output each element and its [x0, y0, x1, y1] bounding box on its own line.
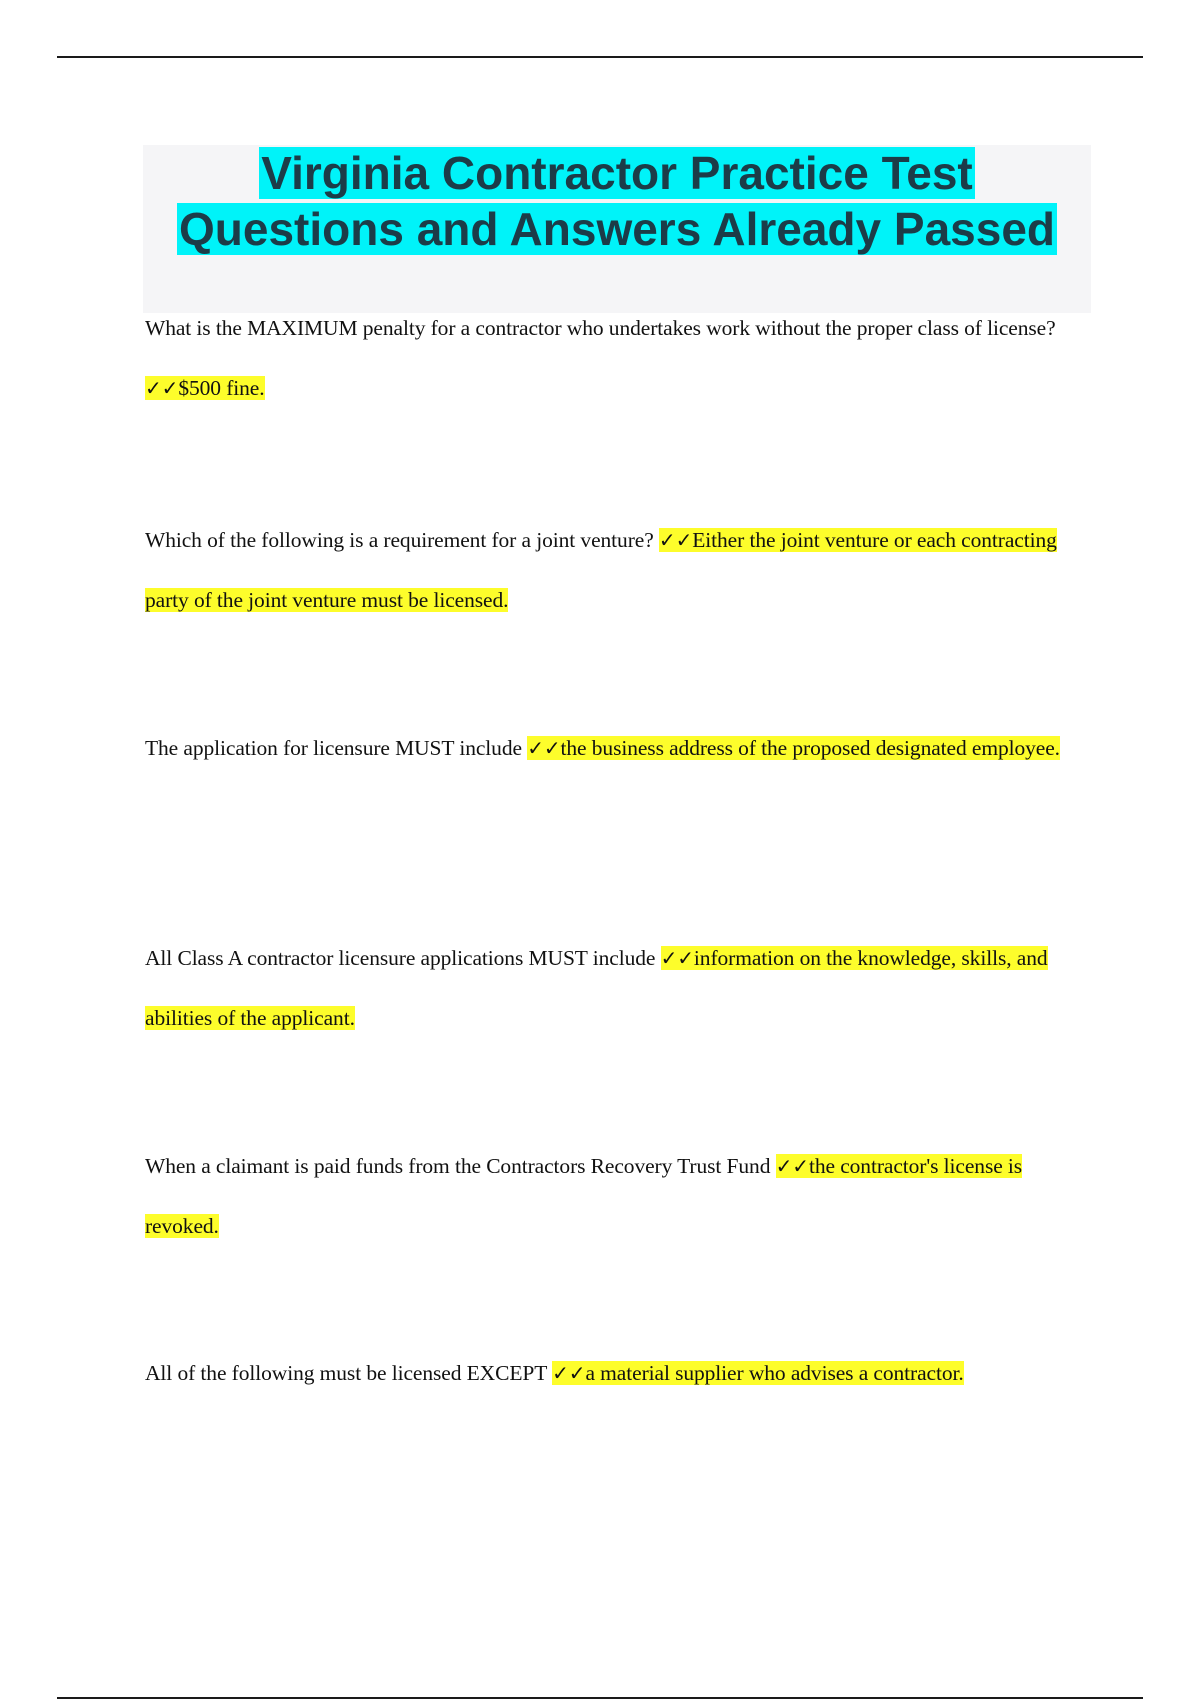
answer-text: a material supplier who advises a contractor.	[585, 1361, 964, 1385]
header-rule	[57, 56, 1143, 58]
question-text: All Class A contractor licensure applications MUST include	[145, 946, 661, 970]
check-icon: ✓✓	[660, 946, 694, 970]
document-title-line-2: Questions and Answers Already Passed	[178, 203, 1056, 255]
title-block	[143, 145, 1091, 313]
question-text: Which of the following is a requirement for a joint venture?	[145, 528, 659, 552]
qa-item	[145, 510, 1090, 630]
check-icon: ✓✓	[775, 1154, 809, 1178]
question-text: The application for licensure MUST include	[145, 736, 528, 760]
check-icon: ✓✓	[527, 736, 561, 760]
document-title-line-1: Virginia Contractor Practice Test	[261, 147, 973, 199]
answer-text: information on the knowledge, skills, and abilities of the applicant.	[145, 946, 1048, 1030]
answer-text: Either the joint venture or each contracting party of the joint venture must be licensed.	[145, 528, 1057, 612]
answer-text: the contractor's license is revoked.	[145, 1154, 1023, 1238]
answer-highlight	[552, 1361, 964, 1385]
answer-text: the business address of the proposed designated employee.	[560, 736, 1060, 760]
answer-highlight	[145, 376, 265, 400]
qa-item	[145, 928, 1090, 1048]
qa-item	[145, 1343, 1090, 1403]
check-icon: ✓✓	[552, 1361, 586, 1385]
qa-item	[145, 1136, 1090, 1256]
qa-item	[145, 718, 1090, 778]
question-text: When a claimant is paid funds from the Contractors Recovery Trust Fund	[145, 1154, 776, 1178]
qa-item	[145, 298, 1090, 418]
answer-text: $500 fine.	[178, 376, 265, 400]
question-text: What is the MAXIMUM penalty for a contractor who undertakes work without the proper class of license?	[145, 316, 1056, 340]
check-icon: ✓✓	[658, 528, 693, 552]
footer-rule	[57, 1697, 1143, 1699]
check-icon: ✓✓	[145, 376, 179, 400]
answer-highlight	[527, 736, 1060, 760]
question-text: All of the following must be licensed EXCEPT	[145, 1361, 553, 1385]
